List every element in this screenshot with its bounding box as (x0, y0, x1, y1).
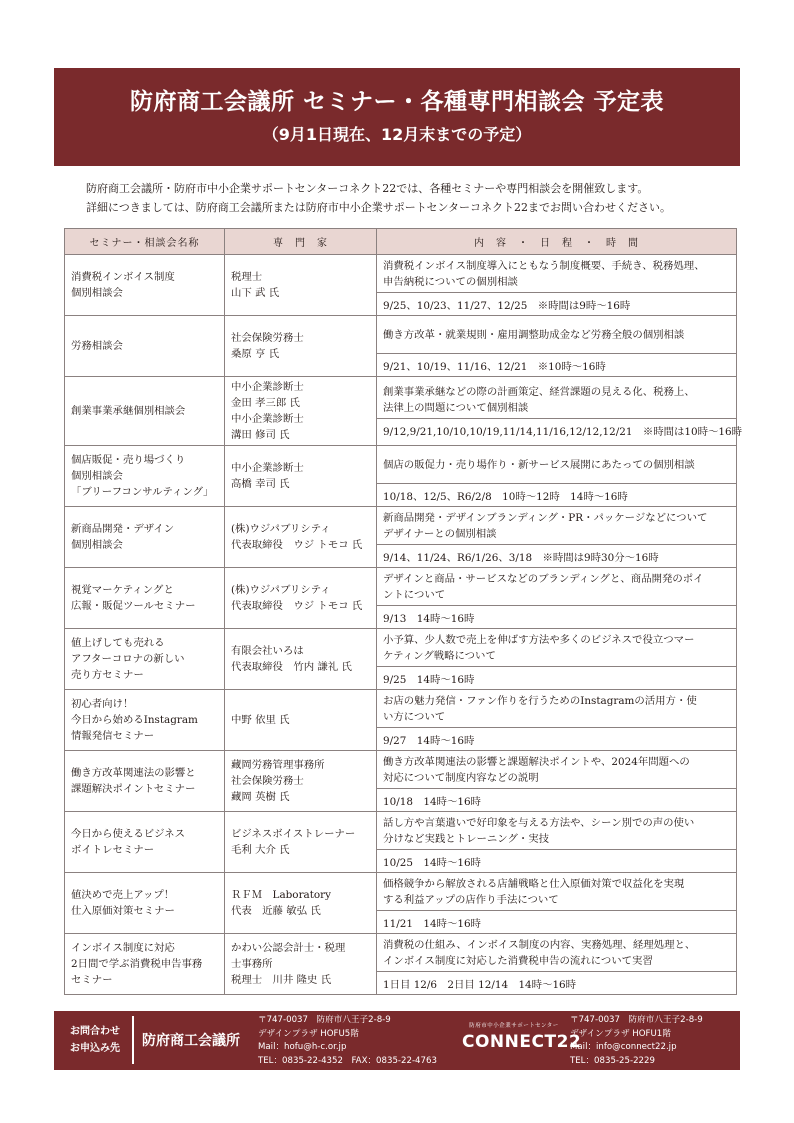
seminar-name (65, 316, 225, 377)
content-line: 話し方や言葉遣いで好印象を与える方法や、シーン別での声の使い (383, 816, 695, 829)
table-row (65, 568, 737, 629)
seminar-name (65, 255, 225, 316)
header-name: セミナー・相談会名称 (65, 229, 225, 255)
phone-line: TEL：0835-25-2229 (570, 1055, 655, 1066)
seminar-name-line: 売り方セミナー (71, 669, 144, 681)
expert-line: ビジネスボイストレーナー (231, 828, 356, 840)
phone-line: TEL：0835-22-4352 FAX：0835-22-4763 (258, 1055, 437, 1066)
expert-line: 中小企業診断士 (231, 381, 304, 393)
table-row (65, 629, 737, 690)
expert-line: 中小企業診断士 (231, 413, 304, 425)
expert (225, 568, 377, 629)
seminar-name-line: 広報・販促ツールセミナー (71, 600, 196, 612)
content-line: お店の魅力発信・ファン作りを行うためのInstagramの活用方・使 (383, 694, 697, 707)
content-line: い方について (383, 710, 446, 723)
expert (225, 316, 377, 377)
seminar-name-line: 2日間で学ぶ消費税申告事務 (71, 958, 203, 970)
seminar-name (65, 446, 225, 507)
content-line: 分けなど実践とトレーニング・実技 (383, 832, 550, 845)
expert-line: 桑原 亨 氏 (231, 348, 280, 360)
schedule: 9/12,9/21,10/10,10/19,11/14,11/16,12/12,12/21 ※時間は10時～16時 (383, 425, 743, 438)
seminar-name-line: 働き方改革関連法の影響と (71, 767, 196, 779)
seminar-name-line: 個別相談会 (71, 287, 123, 299)
expert-line: 士事務所 (231, 958, 273, 970)
content-description (377, 751, 736, 789)
content-description (377, 629, 736, 667)
seminar-name-line: セミナー (71, 974, 113, 986)
expert-line: (株)ウジパブリシティ (231, 584, 331, 596)
content-line: デザイナーとの個別相談 (383, 527, 497, 540)
content-description (377, 507, 736, 545)
seminar-name-line: 仕入原価対策セミナー (71, 905, 175, 917)
content-line: デザインと商品・サービスなどのブランディングと、商品開発のポイ (383, 572, 704, 585)
content-description (377, 255, 736, 293)
content-line: 働き方改革関連法の影響と課題解決ポイントや、2024年問題への (383, 755, 690, 768)
seminar-name-line: 値上げしても売れる (71, 637, 165, 649)
expert-line: 溝田 修司 氏 (231, 429, 290, 441)
contact-label (62, 1023, 128, 1057)
address-line: デザインプラザ HOFU1階 (570, 1028, 671, 1039)
header-content: 内 容 ・ 日 程 ・ 時 間 (377, 229, 737, 255)
seminar-name-line: アフターコロナの新しい (71, 653, 185, 665)
content-cell (377, 751, 737, 812)
content-cell (377, 629, 737, 690)
content-cell (377, 812, 737, 873)
content-text (383, 754, 690, 786)
content-line: 働き方改革・就業規則・雇用調整助成金など労務全般の個別相談 (383, 328, 685, 341)
table-row (65, 934, 737, 995)
content-description (377, 446, 736, 484)
content-text (383, 937, 695, 969)
content-description (377, 873, 736, 911)
seminar-name (65, 507, 225, 568)
expert-line: かわい公認会計士・税理 (231, 942, 346, 954)
schedule: 9/13 14時～16時 (383, 612, 475, 625)
expert (225, 446, 377, 507)
seminar-name-line: 個別相談会 (71, 470, 123, 482)
content-text (383, 258, 705, 290)
page-title: 防府商工会議所 セミナー・各種専門相談会 予定表 (129, 89, 664, 115)
schedule: 9/25 14時～16時 (383, 673, 475, 686)
content-cell (377, 934, 737, 995)
seminar-name (65, 934, 225, 995)
expert (225, 690, 377, 751)
table-header-row (65, 229, 737, 255)
content-cell (377, 377, 743, 446)
expert (225, 812, 377, 873)
content-cell (377, 446, 737, 507)
divider (132, 1016, 134, 1064)
schedule: 9/14、11/24、R6/1/26、3/18 ※時間は9時30分～16時 (383, 551, 659, 564)
content-description (377, 812, 736, 850)
expert-line: 高橋 幸司 氏 (231, 478, 290, 490)
seminar-name (65, 690, 225, 751)
seminar-name-line: 初心者向け！ (71, 698, 134, 710)
connect22-subtitle: 防府市中小企業サポートセンター (469, 1023, 559, 1029)
content-text (383, 876, 684, 908)
expert-line: 藏岡労務管理事務所 (231, 759, 325, 771)
expert-line: 中小企業診断士 (231, 462, 304, 474)
expert-line: 代表 近藤 敏弘 氏 (231, 905, 321, 917)
content-description (377, 568, 736, 606)
seminar-name-line: 労務相談会 (71, 340, 123, 352)
connect22-wordmark: CONNECT22 (462, 1032, 582, 1052)
table-row (65, 690, 737, 751)
schedule-table (64, 228, 743, 995)
table-row (65, 446, 737, 507)
content-cell (377, 255, 737, 316)
table-row (65, 255, 737, 316)
expert-line: 中野 依里 氏 (231, 714, 290, 726)
content-line: 小予算、少人数で売上を伸ばす方法や多くのビジネスで役立つマー (383, 633, 695, 646)
content-cell (377, 507, 737, 568)
intro-text (86, 180, 736, 217)
expert-line: 金田 孝三郎 氏 (231, 397, 300, 409)
seminar-name (65, 751, 225, 812)
header-banner (54, 68, 740, 166)
schedule: 9/27 14時～16時 (383, 734, 475, 747)
seminar-name-line: 「ブリーフコンサルティング」 (71, 486, 214, 498)
expert-line: 税理士 川井 隆史 氏 (231, 974, 332, 986)
seminar-name (65, 629, 225, 690)
expert (225, 629, 377, 690)
schedule: 1日目 12/6 2日目 12/14 14時～16時 (383, 978, 577, 991)
table-row (65, 873, 737, 934)
content-line: ントについて (383, 588, 446, 601)
seminar-name-line: ボイトレセミナー (71, 844, 155, 856)
intro-line: 詳細につきましては、防府商工会議所または防府市中小企業サポートセンターコネクト22までお問い合わせください。 (86, 200, 672, 214)
content-text (383, 815, 694, 847)
expert (225, 751, 377, 812)
content-cell (377, 873, 737, 934)
content-line: 消費税インボイス制度導入にともなう制度概要、手続き、税務処理、 (383, 259, 705, 272)
expert-line: 社会保険労務士 (231, 332, 304, 344)
expert (225, 507, 377, 568)
content-line: 個店の販促力・売り場作り・新サービス展開にあたっての個別相談 (383, 458, 695, 471)
seminar-name (65, 873, 225, 934)
address-line: 〒747-0037 防府市八王子2-8-9 (570, 1015, 703, 1025)
content-text (383, 384, 695, 416)
schedule: 11/21 14時～16時 (383, 917, 481, 930)
content-line: 新商品開発・デザインブランディング・PR・パッケージなどについて (383, 511, 708, 524)
connect22-logo (462, 1021, 582, 1052)
seminar-name-line: インボイス制度に対応 (71, 942, 175, 954)
contact-line: お問合わせ (70, 1026, 120, 1037)
seminar-name-line: 新商品開発・デザイン (71, 523, 175, 535)
schedule: 9/25、10/23、11/27、12/25 ※時間は9時～16時 (383, 299, 631, 312)
content-text (383, 571, 704, 603)
seminar-name-line: 値決めで売上アップ！ (71, 889, 175, 901)
schedule: 10/25 14時～16時 (383, 856, 481, 869)
content-line: 対応について制度内容などの説明 (383, 771, 539, 784)
seminar-name-line: 今日から始めるInstagram (71, 714, 198, 726)
content-description (377, 316, 736, 354)
seminar-name (65, 377, 225, 446)
content-line: 消費税の仕組み、インボイス制度の内容、実務処理、経理処理と、 (383, 938, 696, 951)
table-row (65, 377, 737, 446)
seminar-name-line: 消費税インボイス制度 (71, 271, 175, 283)
seminar-name (65, 568, 225, 629)
expert (225, 255, 377, 316)
table-row (65, 316, 737, 377)
seminar-name-line: 視覚マーケティングと (71, 584, 174, 596)
content-cell (377, 690, 737, 751)
expert-line: 税理士 (231, 271, 263, 283)
table-row (65, 507, 737, 568)
expert-line: (株)ウジパブリシティ (231, 523, 331, 535)
seminar-name-line: 課題解決ポイントセミナー (71, 783, 196, 795)
seminar-name-line: 情報発信セミナー (71, 730, 155, 742)
expert-line: 有限会社いろは (231, 645, 304, 657)
content-description (377, 934, 736, 972)
footer-contact (54, 1011, 740, 1070)
schedule: 9/21、10/19、11/16、12/21 ※10時～16時 (383, 360, 606, 373)
expert (225, 873, 377, 934)
table-row (65, 812, 737, 873)
content-text (383, 693, 697, 725)
expert-line: ＲＦＭ Laboratory (231, 889, 331, 901)
seminar-name (65, 812, 225, 873)
expert-line: 毛利 大介 氏 (231, 844, 290, 856)
seminar-name-line: 創業事業承継個別相談会 (71, 405, 186, 417)
table-row (65, 751, 737, 812)
contact-line: お申込み先 (70, 1043, 120, 1054)
content-cell (377, 316, 737, 377)
org-name: 防府商工会議所 (142, 1033, 240, 1049)
content-description (377, 690, 736, 728)
seminar-name-line: 個店販促・売り場づくり (71, 454, 186, 466)
address-line: デザインプラザ HOFU5階 (258, 1028, 359, 1039)
content-cell (377, 568, 737, 629)
content-line: 申告納税についての個別相談 (383, 275, 518, 288)
content-text (383, 632, 694, 664)
seminar-name-line: 今日から使えるビジネス (71, 828, 185, 840)
content-line: 法律上の問題について個別相談 (383, 401, 529, 414)
content-line: ケティング戦略について (383, 649, 496, 662)
table-body (65, 255, 743, 995)
content-line: する利益アップの店作り手法について (383, 893, 559, 906)
email-link[interactable]: Mail：hofu@h-c.or.jp (258, 1042, 347, 1052)
content-text (383, 327, 684, 343)
expert-line: 代表取締役 ウジ トモコ 氏 (231, 539, 363, 551)
header-expert: 専 門 家 (225, 229, 377, 255)
expert-line: 代表取締役 ウジ トモコ 氏 (231, 600, 363, 612)
content-text (383, 510, 707, 542)
content-line: 創業事業承継などの際の計画策定、経営課題の見える化、税務上、 (383, 385, 695, 398)
intro-line: 防府商工会議所・防府市中小企業サポートセンターコネクト22では、各種セミナーや専門相談会を開催致します。 (86, 182, 649, 195)
expert-line: 藏岡 英樹 氏 (231, 791, 290, 803)
page-subtitle: （9月1日現在、12月末までの予定） (262, 125, 532, 144)
address-line: 〒747-0037 防府市八王子2-8-9 (258, 1015, 391, 1025)
seminar-name-line: 個別相談会 (71, 539, 123, 551)
schedule: 10/18 14時～16時 (383, 795, 481, 808)
address-connect22 (570, 1014, 703, 1068)
expert-line: 代表取締役 竹内 謙礼 氏 (231, 661, 352, 673)
address-chamber (258, 1014, 437, 1068)
content-line: インボイス制度に対応した消費税申告の流れについて実習 (383, 954, 653, 967)
expert-line: 山下 武 氏 (231, 287, 280, 299)
content-text (383, 457, 695, 473)
expert-line: 社会保険労務士 (231, 775, 304, 787)
email-link[interactable]: Mail：info@connect22.jp (570, 1042, 677, 1052)
expert (225, 934, 377, 995)
content-description (377, 381, 736, 419)
content-line: 価格競争から解放される店舗戦略と仕入原価対策で収益化を実現 (383, 877, 685, 890)
expert (225, 377, 377, 446)
schedule: 10/18、12/5、R6/2/8 10時～12時 14時～16時 (383, 490, 628, 503)
